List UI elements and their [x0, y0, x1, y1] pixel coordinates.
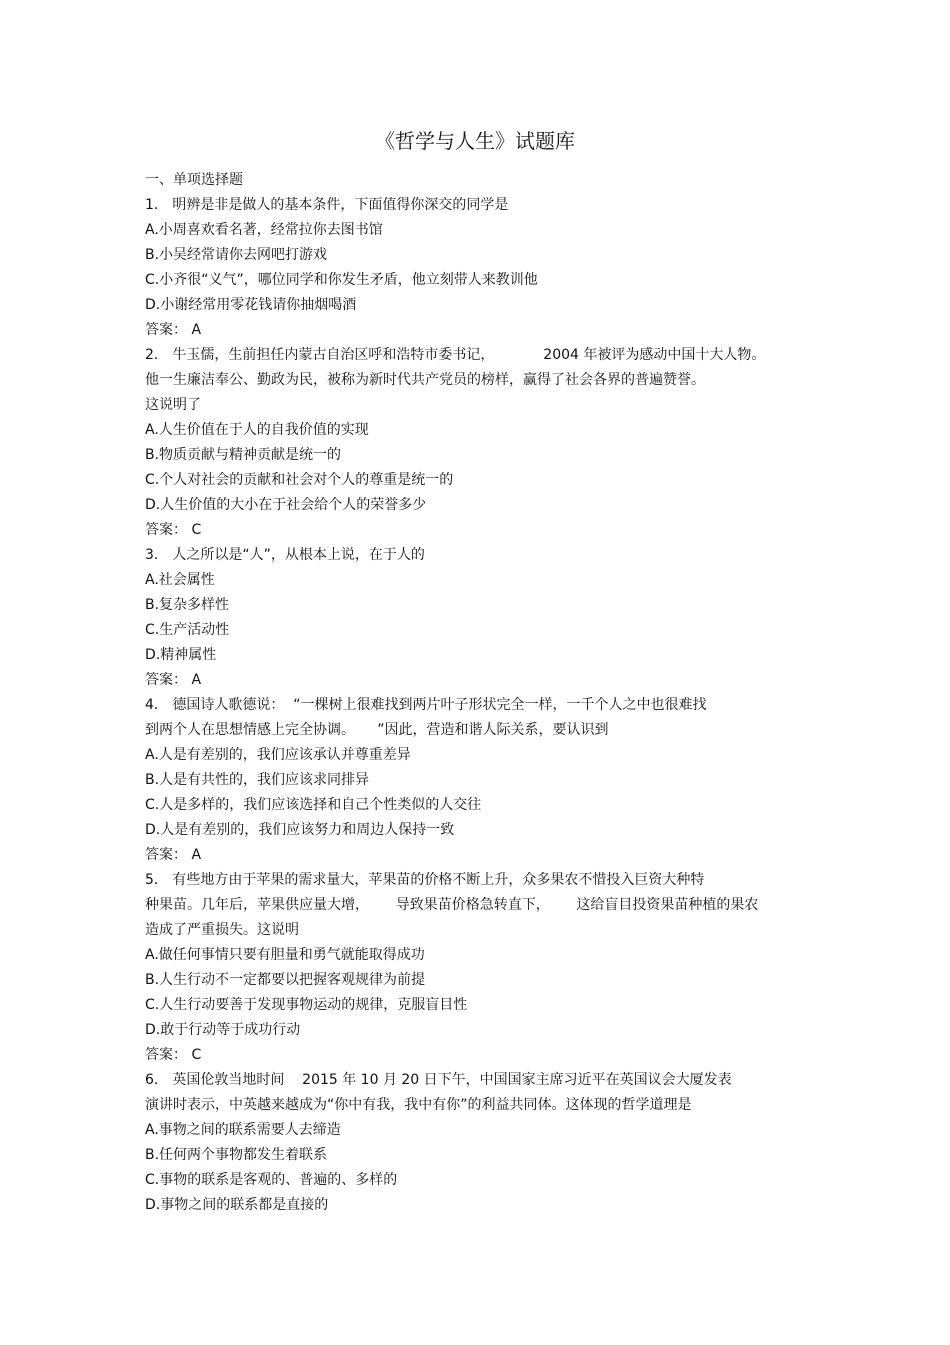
question-stem: 6． 英国伦敦当地时间 2015 年 10 月 20 日下午，中国国家主席习近平在英国议会大厦发表 — [145, 1072, 732, 1088]
question-stem: 3． 人之所以是“人”，从根本上说，在于人的 — [145, 547, 425, 563]
option-c: C.人生行动要善于发现事物运动的规律，克服盲目性 — [145, 997, 468, 1013]
option-b: B.小吴经常请你去网吧打游戏 — [145, 247, 328, 263]
question-5 — [145, 868, 805, 1068]
option-d: D.小谢经常用零花钱请你抽烟喝酒 — [145, 297, 357, 313]
option-a: A.社会属性 — [145, 572, 215, 588]
option-b: B.复杂多样性 — [145, 597, 230, 613]
document-body — [145, 168, 805, 1218]
answer: 答案： C — [145, 522, 202, 538]
option-b: B.任何两个事物都发生着联系 — [145, 1147, 328, 1163]
question-stem: 5． 有些地方由于苹果的需求量大，苹果苗的价格不断上升，众多果农不惜投入巨资大种特 — [145, 872, 705, 888]
question-3 — [145, 543, 805, 693]
question-stem: 种果苗。几年后，苹果供应量大增， 导致果苗价格急转直下， 这给盲目投资果苗种植的果农 — [145, 897, 759, 913]
answer: 答案： C — [145, 1047, 202, 1063]
option-c: C.生产活动性 — [145, 622, 230, 638]
question-stem: 演讲时表示，中英越来越成为“你中有我，我中有你”的利益共同体。这体现的哲学道理是 — [145, 1097, 692, 1113]
question-4 — [145, 693, 805, 868]
option-a: A.人生价值在于人的自我价值的实现 — [145, 422, 369, 438]
question-stem: 他一生廉洁奉公、勤政为民，被称为新时代共产党员的榜样，赢得了社会各界的普遍赞誉。 — [145, 372, 705, 388]
option-c: C.小齐很“义气”，哪位同学和你发生矛盾，他立刻带人来教训他 — [145, 272, 538, 288]
question-stem: 4． 德国诗人歌德说： “一棵树上很难找到两片叶子形状完全一样，一千个人之中也很难找 — [145, 697, 707, 713]
option-c: C.人是多样的，我们应该选择和自己个性类似的人交往 — [145, 797, 482, 813]
option-b: B.物质贡献与精神贡献是统一的 — [145, 447, 342, 463]
option-d: D.敢于行动等于成功行动 — [145, 1022, 301, 1038]
option-c: C.事物的联系是客观的、普遍的、多样的 — [145, 1172, 398, 1188]
question-stem: 造成了严重损失。这说明 — [145, 922, 299, 938]
option-b: B.人是有共性的，我们应该求同排异 — [145, 772, 370, 788]
section-heading: 一、单项选择题 — [145, 172, 243, 188]
question-stem: 2． 牛玉儒，生前担任内蒙古自治区呼和浩特市委书记， 2004 年被评为感动中国十大人物。 — [145, 347, 766, 363]
document-title: 《哲学与人生》试题库 — [375, 129, 575, 153]
option-a: A.做任何事情只要有胆量和勇气就能取得成功 — [145, 947, 425, 963]
question-2 — [145, 343, 805, 543]
question-stem: 这说明了 — [145, 397, 201, 413]
option-d: D.事物之间的联系都是直接的 — [145, 1197, 329, 1213]
question-stem: 到两个人在思想情感上完全协调。 ”因此，营造和谐人际关系，要认识到 — [145, 722, 609, 738]
question-1 — [145, 193, 805, 343]
option-a: A.人是有差别的，我们应该承认并尊重差异 — [145, 747, 411, 763]
option-a: A.事物之间的联系需要人去缔造 — [145, 1122, 341, 1138]
question-6 — [145, 1068, 805, 1218]
answer: 答案： A — [145, 672, 202, 688]
option-b: B.人生行动不一定都要以把握客观规律为前提 — [145, 972, 426, 988]
question-stem: 1． 明辨是非是做人的基本条件，下面值得你深交的同学是 — [145, 197, 509, 213]
option-d: D.人生价值的大小在于社会给个人的荣誉多少 — [145, 497, 427, 513]
option-d: D.人是有差别的，我们应该努力和周边人保持一致 — [145, 822, 455, 838]
option-a: A.小周喜欢看名著，经常拉你去图书馆 — [145, 222, 383, 238]
answer: 答案： A — [145, 847, 202, 863]
option-c: C.个人对社会的贡献和社会对个人的尊重是统一的 — [145, 472, 454, 488]
answer: 答案： A — [145, 322, 202, 338]
option-d: D.精神属性 — [145, 647, 217, 663]
